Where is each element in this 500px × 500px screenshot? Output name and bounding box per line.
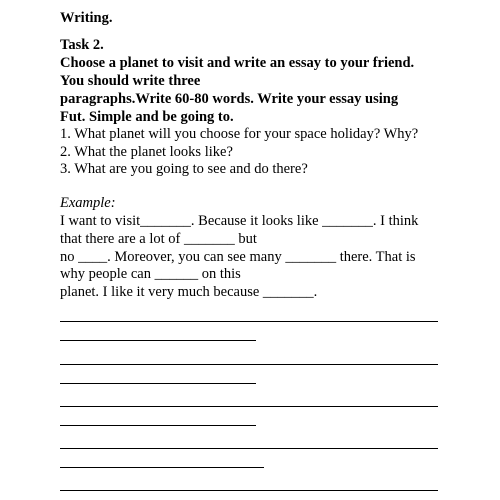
question-3: 3. What are you going to see and do there? — [60, 161, 308, 177]
task-title: Task 2. — [60, 37, 104, 53]
example-line-3: no ____. Moreover, you can see many _______ there. That is — [60, 249, 416, 265]
answer-line[interactable] — [60, 467, 264, 468]
answer-line[interactable] — [60, 425, 256, 426]
answer-line[interactable] — [60, 340, 256, 341]
example-line-1: I want to visit_______. Because it looks like _______. I think — [60, 213, 419, 229]
instruction-line-3: paragraphs.Write 60-80 words. Write your essay using — [60, 91, 399, 107]
answer-line[interactable] — [60, 490, 438, 491]
instruction-line-1: Choose a planet to visit and write an essay to your friend. — [60, 55, 415, 71]
example-line-5: planet. I like it very much because _______. — [60, 284, 318, 300]
instruction-line-2: You should write three — [60, 73, 201, 89]
example-line-2: that there are a lot of _______ but — [60, 231, 257, 247]
section-heading: Writing. — [60, 10, 113, 26]
question-2: 2. What the planet looks like? — [60, 144, 233, 160]
question-1: 1. What planet will you choose for your space holiday? Why? — [60, 126, 419, 142]
answer-line[interactable] — [60, 364, 438, 365]
example-label: Example: — [60, 195, 116, 211]
answer-line[interactable] — [60, 406, 438, 407]
answer-line[interactable] — [60, 448, 438, 449]
answer-line[interactable] — [60, 383, 256, 384]
instruction-line-4: Fut. Simple and be going to. — [60, 109, 234, 125]
example-line-4: why people can ______ on this — [60, 266, 241, 282]
answer-line[interactable] — [60, 321, 438, 322]
